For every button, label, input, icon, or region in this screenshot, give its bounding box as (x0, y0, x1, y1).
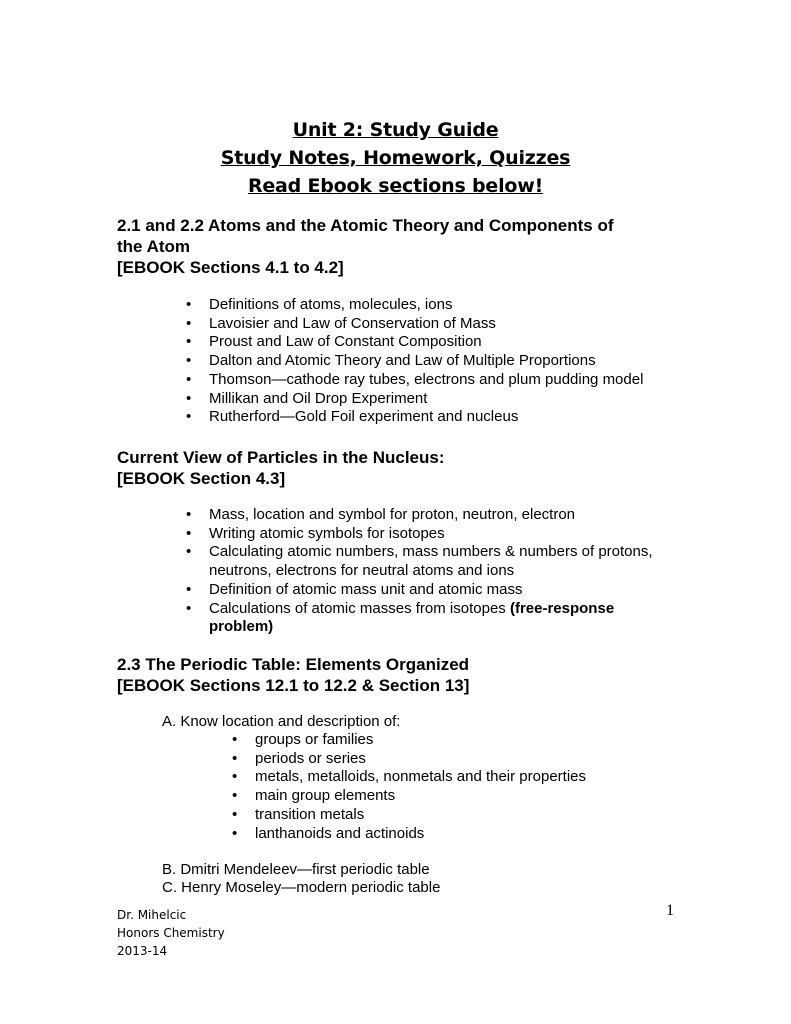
bullet-icon: • (232, 805, 238, 823)
bullet-icon: • (186, 580, 192, 598)
section-1-heading-line-3: [EBOOK Sections 4.1 to 4.2] (117, 258, 344, 277)
list-item: • metals, metalloids, nonmetals and their properties (232, 768, 586, 786)
section-2-heading-line-1: Current View of Particles in the Nucleus: (117, 448, 445, 467)
item-a: A. Know location and description of: (162, 713, 401, 730)
list-item: • Proust and Law of Constant Composition (186, 333, 482, 351)
bullet-icon: • (186, 524, 192, 542)
list-item-text: Calculations of atomic masses from isotopes (209, 599, 510, 617)
document-title (0, 116, 791, 200)
bullet-icon: • (232, 787, 238, 805)
title-line-3: Read Ebook sections below! (247, 175, 544, 197)
list-item: • transition metals (232, 805, 365, 823)
free-response-label: (free-response problem) (209, 599, 615, 636)
bullet-icon: • (186, 389, 192, 407)
footer-year: 2013-14 (117, 944, 168, 958)
section-3-heading-line-1: 2.3 The Periodic Table: Elements Organized (117, 655, 470, 674)
footer-course: Honors Chemistry (117, 926, 225, 940)
title-line-1: Unit 2: Study Guide (292, 119, 499, 141)
list-item: • Millikan and Oil Drop Experiment (186, 389, 428, 407)
list-item: • Definitions of atoms, molecules, ions (186, 296, 453, 313)
bullet-icon: • (186, 506, 192, 523)
list-item: • main group elements (232, 787, 396, 805)
section-1-heading (117, 215, 677, 278)
list-item: • Thomson—cathode ray tubes, electrons and plum pudding model (186, 370, 644, 388)
list-item: • Lavoisier and Law of Conservation of Mass (186, 314, 496, 332)
bullet-icon: • (232, 749, 238, 767)
bullet-icon: • (186, 296, 192, 313)
list-item: • Definition of atomic mass unit and atomic mass (186, 580, 523, 598)
bullet-icon: • (186, 370, 192, 388)
bullet-icon: • (186, 599, 192, 617)
item-b: B. Dmitri Mendeleev—first periodic table (162, 861, 430, 878)
list-item: • Calculating atomic numbers, mass numbers & numbers of protons, neutrons, electrons for neutral atoms and ions (186, 543, 653, 580)
section-2-heading (117, 447, 677, 489)
bullet-icon: • (186, 314, 192, 332)
footer (117, 906, 225, 960)
bullet-icon: • (232, 768, 238, 786)
section-3-heading (117, 654, 677, 696)
section-3-heading-line-2: [EBOOK Sections 12.1 to 12.2 & Section 13] (117, 676, 470, 695)
page-number: 1 (666, 902, 674, 919)
list-item (186, 600, 664, 637)
list-item: • groups or families (232, 731, 374, 748)
bullet-icon: • (186, 408, 192, 426)
section-1-heading-line-1: 2.1 and 2.2 Atoms and the Atomic Theory and Components of (117, 216, 614, 235)
section-1-heading-line-2: the Atom (117, 237, 191, 256)
list-item: • lanthanoids and actinoids (232, 824, 425, 842)
bullet-icon: • (186, 543, 192, 561)
list-item: • periods or series (232, 749, 366, 767)
item-c: C. Henry Moseley—modern periodic table (162, 879, 441, 896)
title-line-2: Study Notes, Homework, Quizzes (220, 147, 571, 169)
list-item: • Writing atomic symbols for isotopes (186, 524, 445, 542)
list-item: • Dalton and Atomic Theory and Law of Multiple Proportions (186, 352, 596, 370)
bullet-icon: • (232, 824, 238, 842)
bullet-icon: • (186, 352, 192, 370)
bullet-icon: • (186, 333, 192, 351)
section-2-heading-line-2: [EBOOK Section 4.3] (117, 469, 286, 488)
list-item: • Mass, location and symbol for proton, neutron, electron (186, 506, 576, 523)
section-2-bullet-list (186, 506, 664, 637)
footer-author: Dr. Mihelcic (117, 908, 187, 922)
section-3-bullet-list (232, 731, 662, 843)
bullet-icon: • (232, 731, 238, 748)
list-item: • Rutherford—Gold Foil experiment and nucleus (186, 408, 519, 426)
section-1-bullet-list (186, 296, 686, 427)
